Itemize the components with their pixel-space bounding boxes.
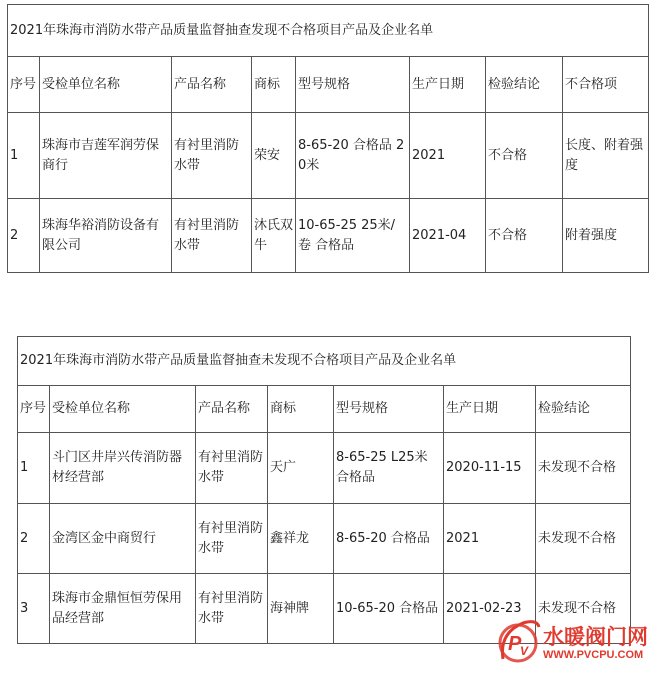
table-cell: 荣安 bbox=[252, 113, 296, 199]
table-cell: 2021 bbox=[410, 113, 486, 199]
header-cell: 受检单位名称 bbox=[50, 386, 196, 433]
table-cell: 沐氏双牛 bbox=[252, 199, 296, 273]
table-cell: 金湾区金中商贸行 bbox=[50, 504, 196, 574]
table-cell: 斗门区井岸兴传消防器材经营部 bbox=[50, 433, 196, 504]
header-cell: 产品名称 bbox=[196, 386, 268, 433]
svg-text:P: P bbox=[508, 633, 522, 655]
table-cell: 附着强度 bbox=[563, 199, 649, 273]
pv-logo-icon bbox=[493, 613, 545, 671]
header-cell: 序号 bbox=[18, 386, 50, 433]
header-cell: 型号规格 bbox=[334, 386, 444, 433]
table-row bbox=[8, 199, 649, 273]
table-cell: 有衬里消防水带 bbox=[196, 574, 268, 644]
qualified-products-table bbox=[17, 336, 631, 644]
table-cell: 2 bbox=[18, 504, 50, 574]
table-header-row bbox=[18, 386, 631, 433]
table-cell: 10-65-20 合格品 bbox=[334, 574, 444, 644]
table-cell: 鑫祥龙 bbox=[268, 504, 334, 574]
table-cell: 有衬里消防水带 bbox=[172, 199, 252, 273]
table-cell: 未发现不合格 bbox=[536, 433, 631, 504]
table-cell: 不合格 bbox=[486, 113, 563, 199]
table-cell: 天广 bbox=[268, 433, 334, 504]
table-row bbox=[18, 504, 631, 574]
header-cell: 生产日期 bbox=[444, 386, 536, 433]
watermark-url: WWW.PVCPU.COM bbox=[543, 649, 644, 661]
table-cell: 长度、附着强度 bbox=[563, 113, 649, 199]
header-cell: 受检单位名称 bbox=[40, 57, 172, 113]
table-row bbox=[8, 113, 649, 199]
header-cell: 检验结论 bbox=[536, 386, 631, 433]
table-cell: 8-65-20 合格品 20米 bbox=[296, 113, 410, 199]
unqualified-products-table bbox=[7, 4, 649, 273]
table-title: 2021年珠海市消防水带产品质量监督抽查未发现不合格项目产品及企业名单 bbox=[18, 337, 631, 386]
table-cell: 2021-04 bbox=[410, 199, 486, 273]
table-cell: 8-65-25 L25米 合格品 bbox=[334, 433, 444, 504]
table-cell: 2021 bbox=[444, 504, 536, 574]
watermark-text: 水暖阀门网 bbox=[543, 625, 648, 649]
table-cell: 1 bbox=[18, 433, 50, 504]
table-row bbox=[18, 433, 631, 504]
table-cell: 未发现不合格 bbox=[536, 504, 631, 574]
header-cell: 产品名称 bbox=[172, 57, 252, 113]
site-watermark bbox=[493, 613, 653, 671]
table-cell: 有衬里消防水带 bbox=[196, 433, 268, 504]
header-cell: 型号规格 bbox=[296, 57, 410, 113]
table-cell: 海神牌 bbox=[268, 574, 334, 644]
table-cell: 未发现不合格 bbox=[536, 574, 631, 644]
table-cell: 3 bbox=[18, 574, 50, 644]
svg-text:V: V bbox=[520, 644, 529, 658]
table-cell: 2021-02-23 bbox=[444, 574, 536, 644]
table-cell: 珠海华裕消防设备有限公司 bbox=[40, 199, 172, 273]
header-cell: 生产日期 bbox=[410, 57, 486, 113]
table-cell: 1 bbox=[8, 113, 40, 199]
table-cell: 有衬里消防水带 bbox=[196, 504, 268, 574]
table-title: 2021年珠海市消防水带产品质量监督抽查发现不合格项目产品及企业名单 bbox=[8, 5, 649, 57]
table-cell: 珠海市吉莲军润劳保商行 bbox=[40, 113, 172, 199]
header-cell: 商标 bbox=[268, 386, 334, 433]
table-cell: 10-65-25 25米/卷 合格品 bbox=[296, 199, 410, 273]
table-header-row bbox=[8, 57, 649, 113]
table-cell: 不合格 bbox=[486, 199, 563, 273]
table-cell: 珠海市金鼎恒恒劳保用品经营部 bbox=[50, 574, 196, 644]
table-cell: 2 bbox=[8, 199, 40, 273]
table-cell: 2020-11-15 bbox=[444, 433, 536, 504]
header-cell: 不合格项 bbox=[563, 57, 649, 113]
table-cell: 8-65-20 合格品 bbox=[334, 504, 444, 574]
header-cell: 检验结论 bbox=[486, 57, 563, 113]
header-cell: 商标 bbox=[252, 57, 296, 113]
table-cell: 有衬里消防水带 bbox=[172, 113, 252, 199]
header-cell: 序号 bbox=[8, 57, 40, 113]
